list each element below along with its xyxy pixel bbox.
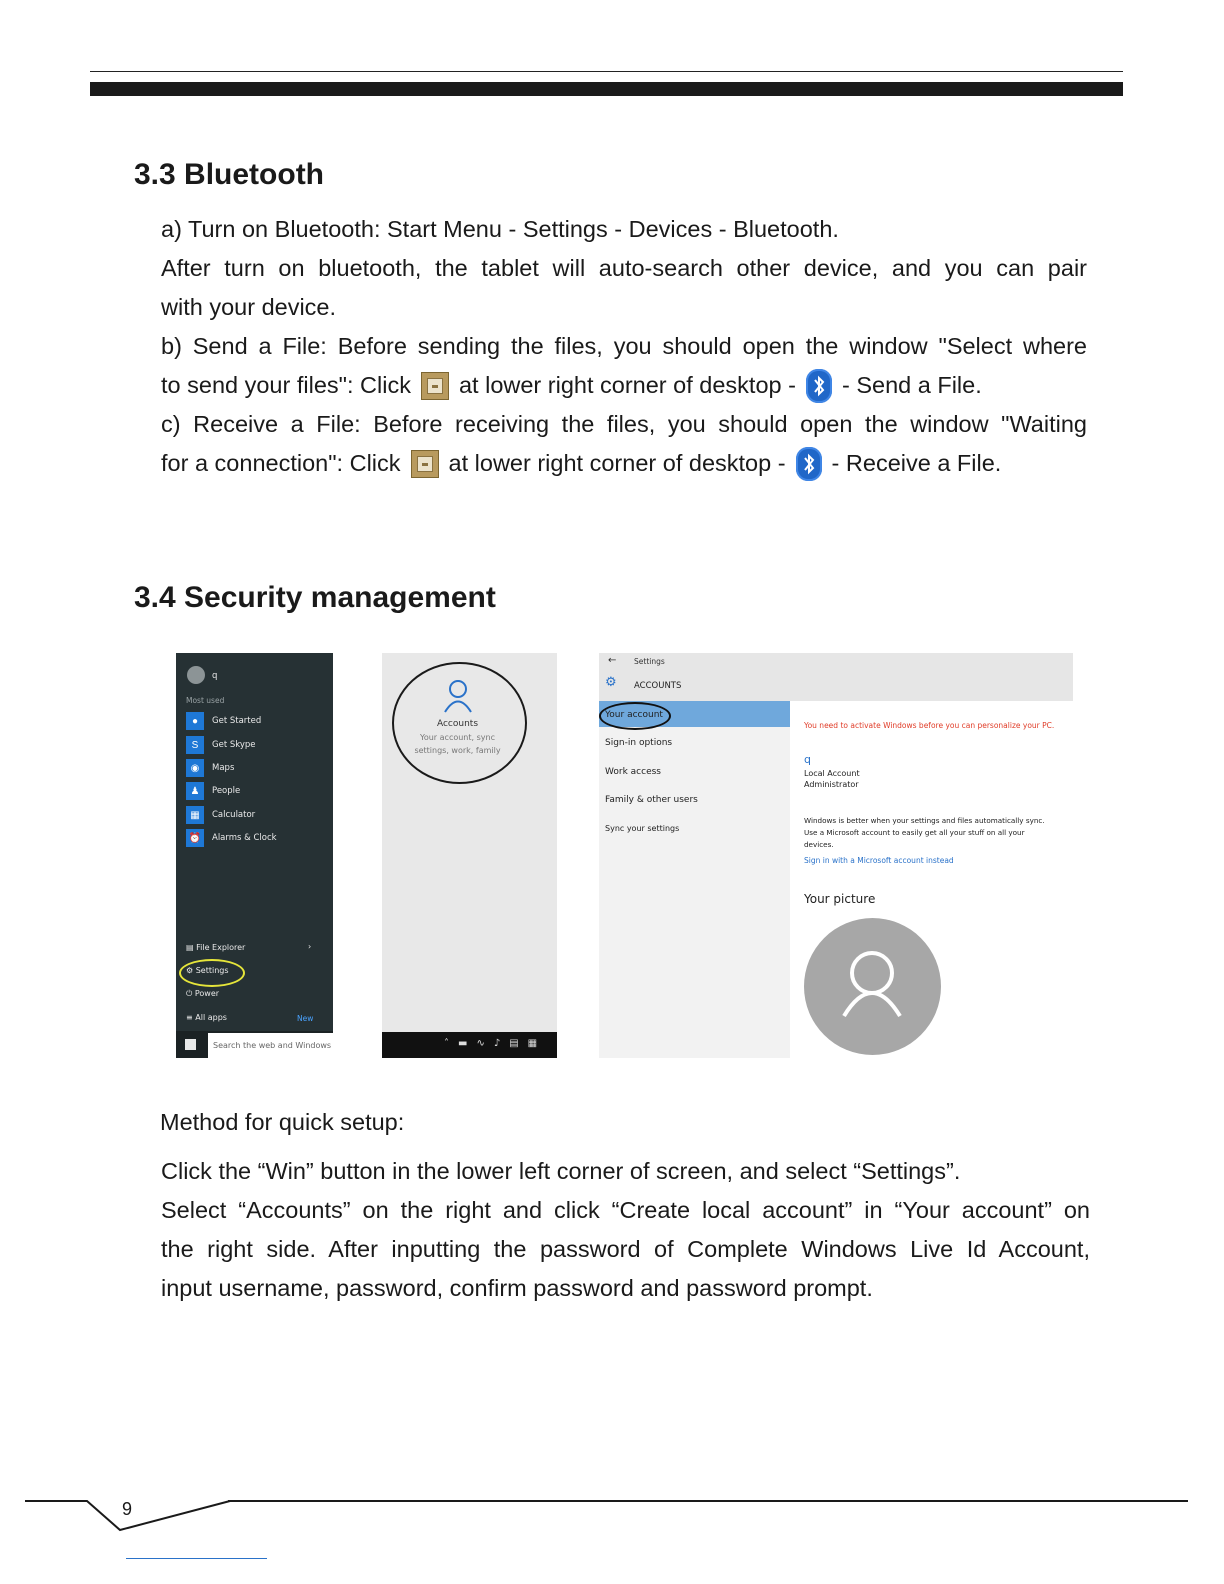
bluetooth-line-after-2: with your device. [161,294,337,320]
line-c2-mid: at lower right corner of desktop - [448,450,786,476]
alarm-clock-icon: ⏰ [186,829,204,847]
bluetooth-line-a: a) Turn on Bluetooth: Start Menu - Settings - Devices - Bluetooth. [161,216,839,242]
settings-window-title: Settings [634,657,665,666]
method-step-1: Click the “Win” button in the lower left corner of screen, and select “Settings”. [161,1158,961,1184]
person-icon [443,679,473,713]
most-used-label: Most used [186,696,225,705]
activation-warning: You need to activate Windows before you can personalize your PC. [804,721,1055,730]
method-label: Method for quick setup: [160,1109,405,1135]
header-rule-thick [90,82,1123,96]
back-arrow-icon[interactable]: ← [608,655,617,666]
bluetooth-line-c2 [161,444,1087,483]
settings-header [599,653,1073,701]
start-app-calculator[interactable]: ▦ Calculator [176,805,333,825]
windows-logo-icon[interactable] [185,1039,196,1050]
all-apps-item[interactable]: ≡ All apps [186,1013,227,1022]
start-app-maps[interactable]: ◉ Maps [176,758,333,778]
start-app-people[interactable]: ♟ People [176,781,333,801]
header-rule-thin [90,71,1123,72]
account-type-1: Local Account [804,769,860,778]
chevron-right-icon: › [308,942,312,951]
your-picture-label: Your picture [804,892,876,906]
footer-underline [126,1558,267,1559]
power-icon: ⏻ [186,989,193,998]
list-icon: ≡ [186,1013,193,1022]
line-b2-pre: to send your files": Click [161,372,411,398]
accounts-subtitle-1: Your account, sync [420,733,495,742]
nav-sign-in-options[interactable]: Sign-in options [605,738,673,748]
start-app-get-started[interactable]: ● Get Started [176,711,333,731]
bluetooth-icon [796,447,822,481]
start-app-alarms[interactable]: ⏰ Alarms & Clock [176,828,333,848]
settings-nav [599,701,790,1058]
line-b2-post: - Send a File. [841,372,982,398]
nav-your-account[interactable]: Your account [605,710,663,720]
maps-icon: ◉ [186,759,204,777]
folder-icon: ▤ [186,943,194,952]
line-b2-mid: at lower right corner of desktop - [458,372,796,398]
gear-icon: ⚙ [186,966,194,975]
bluetooth-line-after: After turn on bluetooth, the tablet will auto-search other device, and you can pair [161,255,1087,281]
file-explorer-item[interactable]: ▤ File Explorer [186,943,246,952]
nav-sync-settings[interactable]: Sync your settings [605,824,680,833]
skype-icon: S [186,736,204,754]
method-step-3: the right side. After inputting the password of Complete Windows Live Id Account, [161,1236,1090,1262]
accounts-subtitle-2: settings, work, family [414,746,501,755]
bluetooth-icon [806,369,832,403]
power-item[interactable]: ⏻ Power [186,989,220,998]
method-section [160,1103,1090,1308]
bluetooth-body [161,210,1087,483]
search-input[interactable]: Search the web and Windows [208,1033,333,1058]
user-avatar-icon [187,666,205,684]
person-icon [804,918,941,1055]
settings-item[interactable]: ⚙ Settings [186,966,229,975]
section-heading-security: 3.4 Security management [134,581,496,614]
lightbulb-icon: ● [186,712,204,730]
account-type-2: Administrator [804,780,859,789]
bluetooth-line-b2 [161,366,1087,405]
settings-section-title: ACCOUNTS [634,681,682,691]
method-step-2: Select “Accounts” on the right and click “Create local account” in “Your account” on [161,1197,1090,1223]
accounts-tile-screenshot [382,653,557,1058]
gear-icon: ⚙ [605,675,617,690]
line-c2-post: - Receive a File. [831,450,1002,476]
settings-screenshot [599,653,1073,1058]
footer-rule [228,1500,1188,1502]
bluetooth-line-c: c) Receive a File: Before receiving the files, you should open the window "Waiting [161,411,1087,437]
line-c2-pre: for a connection": Click [161,450,401,476]
method-step-4: input username, password, confirm password and password prompt. [161,1275,873,1301]
bluetooth-line-b: b) Send a File: Before sending the files, you should open the window "Select where [161,333,1087,359]
new-badge: New [297,1014,314,1023]
tray-icon [421,372,449,400]
section-heading-bluetooth: 3.3 Bluetooth [134,158,325,191]
sync-text-1: Windows is better when your settings and files automatically sync. [804,816,1045,825]
nav-family-users[interactable]: Family & other users [605,795,698,805]
avatar [804,918,941,1055]
start-menu-screenshot [176,653,333,1058]
nav-work-access[interactable]: Work access [605,767,661,777]
start-app-get-skype[interactable]: S Get Skype [176,735,333,755]
people-icon: ♟ [186,782,204,800]
tray-icon [411,450,439,478]
microsoft-account-link[interactable]: Sign in with a Microsoft account instead [804,856,954,865]
accounts-title[interactable]: Accounts [436,719,479,729]
sync-text-3: devices. [804,840,834,849]
account-user-name: q [804,753,811,766]
sync-text-2: Use a Microsoft account to easily get all your stuff on all your [804,828,1025,837]
tray-icons: ˄▬∿♪▤▦ [444,1038,547,1049]
page-number: 9 [122,1499,133,1519]
start-user-name: q [212,671,218,681]
calculator-icon: ▦ [186,806,204,824]
